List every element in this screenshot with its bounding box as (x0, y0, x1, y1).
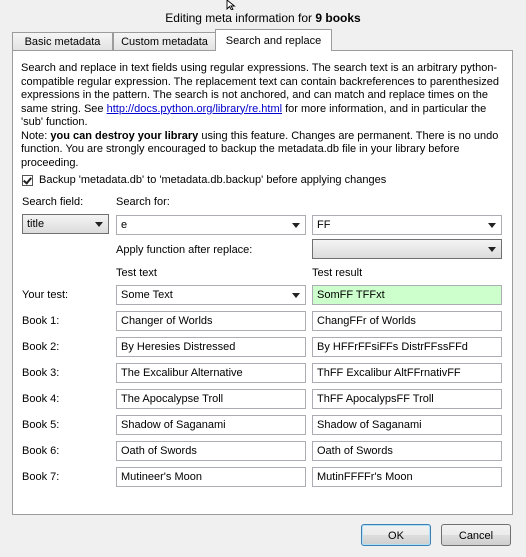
chevron-down-icon (292, 293, 300, 298)
tab-search-and-replace[interactable]: Search and replace (215, 29, 332, 51)
chevron-down-icon (292, 223, 300, 228)
book-test-text[interactable]: By Heresies Distressed (116, 337, 306, 357)
test-text-header: Test text (116, 267, 157, 279)
book-test-text[interactable]: The Apocalypse Troll (116, 389, 306, 409)
title-prefix: Editing meta information for (165, 11, 313, 25)
book-label: Book 4: (22, 393, 60, 405)
warning-text: you can destroy your library (50, 129, 199, 142)
book-test-text[interactable]: Mutineer's Moon (116, 467, 306, 487)
your-test-label: Your test: (22, 289, 69, 301)
replace-with-combo[interactable]: FF (312, 215, 502, 235)
title-book-count: 9 books (315, 11, 361, 25)
search-field-label: Search field: (22, 196, 84, 208)
book-test-text[interactable]: Shadow of Saganami (116, 415, 306, 435)
backup-checkbox[interactable] (22, 175, 33, 186)
book-test-result[interactable]: By HFFrFFsiFFs DistrFFssFFd (312, 337, 502, 357)
book-test-result[interactable]: Oath of Swords (312, 441, 502, 461)
backup-checkbox-label: Backup 'metadata.db' to 'metadata.db.backup' before applying changes (39, 174, 387, 186)
ok-button[interactable]: OK (361, 524, 431, 546)
chevron-down-icon (488, 247, 496, 252)
your-test-result: SomFF TFFxt (312, 285, 502, 305)
test-result-header: Test result (312, 267, 363, 279)
tab-custom-metadata[interactable]: Custom metadata (113, 32, 216, 50)
chevron-down-icon (488, 223, 496, 228)
book-label: Book 6: (22, 445, 60, 457)
description-text: Search and replace in text fields using regular expressions. The search text is an arbitrary python-compatible regular expression. The replacement text can contain backreferences to parenthesized expressions in the pattern. The search is not anchored, and can match and replace times on the same string. See http://docs.python.org/library/re.html for more information, and in particular the 'sub' function. Note: you can destroy your library using this feature. Changes are permanent. There is no undo function. You are strongly encouraged to backup the metadata.db file in your library before proceeding. (21, 62, 499, 169)
search-for-label: Search for: (116, 196, 170, 208)
book-test-result[interactable]: ChangFFr of Worlds (312, 311, 502, 331)
cancel-button[interactable]: Cancel (441, 524, 511, 546)
book-label: Book 3: (22, 367, 60, 379)
book-label: Book 1: (22, 315, 60, 327)
window-title (0, 11, 526, 25)
book-label: Book 5: (22, 419, 60, 431)
book-test-text[interactable]: The Excalibur Alternative (116, 363, 306, 383)
your-test-input[interactable]: Some Text (116, 285, 306, 305)
chevron-down-icon (95, 222, 103, 227)
mouse-pointer-icon (225, 0, 239, 10)
python-re-docs-link[interactable]: http://docs.python.org/library/re.html (106, 102, 283, 115)
search-for-combo[interactable]: e (116, 215, 306, 235)
search-replace-panel (12, 50, 513, 515)
search-field-select[interactable]: title (22, 214, 109, 234)
book-label: Book 2: (22, 341, 60, 353)
apply-function-label: Apply function after replace: (116, 244, 253, 256)
book-test-text[interactable]: Changer of Worlds (116, 311, 306, 331)
apply-function-select[interactable] (312, 239, 502, 259)
book-test-result[interactable]: ThFF ApocalypsFF Troll (312, 389, 502, 409)
tab-basic-metadata[interactable]: Basic metadata (12, 32, 113, 50)
book-test-result[interactable]: Shadow of Saganami (312, 415, 502, 435)
book-test-text[interactable]: Oath of Swords (116, 441, 306, 461)
book-label: Book 7: (22, 471, 60, 483)
book-test-result[interactable]: ThFF Excalibur AltFFrnativFF (312, 363, 502, 383)
book-test-result[interactable]: MutinFFFFr's Moon (312, 467, 502, 487)
